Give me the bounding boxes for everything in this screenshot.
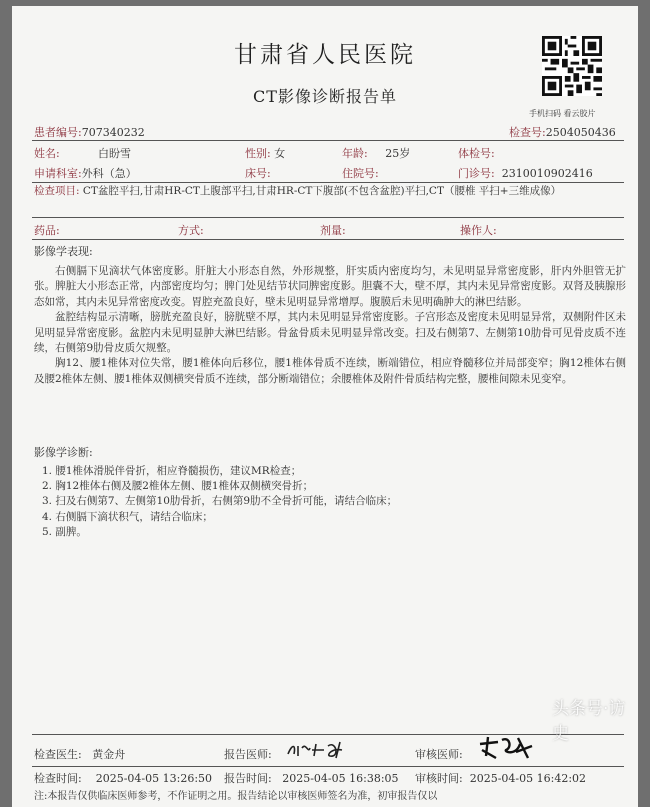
findings-title: 影像学表现: (34, 245, 93, 258)
exam-time: 检查时间: 2025-04-05 13:26:50 (34, 772, 213, 785)
field-dose: 剂量: (320, 224, 346, 237)
findings-paragraph: 右侧膈下见滴状气体密度影。肝脏大小形态自然，外形规整，肝实质内密度均匀，未见明显异常密度影，肝内外胆管无扩张。脾脏大小形态正常，内部密度均匀；脾门处见结节状同脾密度影。胆囊不大，壁不厚，其内未见异常密度影。双肾及胰腺形态如常，其内未见异常密度改变。胃腔充盈良好，壁未见明显异常增厚。腹膜后未见明确肿大的淋巴结影。 (34, 265, 626, 308)
field-name: 姓名: (34, 147, 60, 160)
field-bed: 床号: (245, 167, 271, 180)
review-time: 审核时间: 2025-04-05 16:42:02 (415, 772, 587, 785)
divider (32, 239, 624, 240)
exam-number: 检查号:2504050436 (509, 126, 616, 139)
report-doctor-signature (284, 736, 356, 762)
divider (32, 217, 624, 218)
divider (32, 182, 624, 183)
review-doctor-label: 审核医师: (415, 748, 463, 761)
field-age: 年龄: 25岁 (342, 147, 411, 160)
findings-body (34, 264, 626, 387)
conclusion-item: 2. 胸12椎体右侧及腰2椎体左侧、腰1椎体双侧横突骨折； (42, 480, 314, 493)
divider (32, 766, 624, 767)
field-operator: 操作人: (460, 224, 497, 237)
findings-paragraph: 胸12、腰1椎体对位失常，腰1椎体向后移位，腰1椎体骨质不连续，断端错位，相应脊髓移位并局部变窄；胸12椎体右侧及腰2椎体左侧、腰1椎体双侧横突骨质不连续，部分断端错位；余腰椎体及附件骨质结构完整，腰椎间隙未见变窄。 (34, 357, 626, 385)
conclusion-item: 3. 扫及右侧第7、左侧第10肋骨折，右侧第9肋不全骨折可能，请结合临床； (42, 495, 398, 508)
exam-doctor: 检查医生: 黄金舟 (34, 748, 126, 761)
conclusion-list (42, 464, 397, 540)
field-dept: 申请科室:外科（急） (34, 167, 137, 180)
field-name-value: 白盼雪 (98, 147, 131, 160)
disclaimer-note: 注:本报告仅供临床医师参考，不作证明之用。报告结论以审核医师签名为准，初审报告仅以 (34, 791, 438, 802)
patient-id: 患者编号:707340232 (34, 126, 145, 139)
conclusion-item: 4. 右侧膈下滴状积气，请结合临床； (42, 510, 213, 523)
field-drug: 药品: (34, 224, 60, 237)
findings-paragraph: 盆腔结构显示清晰，膀胱充盈良好，膀胱壁不厚，其内未见明显异常密度影。子宫形态及密度未见明显异常，双侧附件区未见明显异常密度影。盆腔内未见明显肿大淋巴结影。骨盆骨质未见明显异常改变。扫及右侧第7、左侧第10肋骨可见骨皮质不连续，右侧第9肋骨皮质欠规整。 (34, 311, 626, 355)
report-paper (12, 6, 638, 807)
field-exam-body-no: 体检号: (458, 147, 495, 160)
conclusion-title: 影像学诊断: (34, 446, 93, 459)
report-doctor-label: 报告医师: (224, 748, 272, 761)
exam-items: 检查项目: CT盆腔平扫,甘肃HR-CT上腹部平扫,甘肃HR-CT下腹部(不包含盆腔)平扫,CT（腰椎 平扫+三维成像） (34, 185, 562, 197)
field-method: 方式: (178, 224, 204, 237)
conclusion-item: 5. 副脾。 (42, 525, 87, 538)
review-doctor-signature (476, 734, 536, 762)
divider (32, 140, 624, 141)
conclusion-item: 1. 腰1椎体滑脱伴骨折，相应脊髓损伤，建议MR检查； (42, 465, 302, 477)
field-inpatient: 住院号: (342, 167, 379, 180)
report-time: 报告时间: 2025-04-05 16:38:05 (224, 772, 399, 785)
report-title: CT影像诊断报告单 (253, 87, 397, 106)
watermark: 头条号·访史 (552, 699, 626, 744)
field-gender: 性别: 女 (245, 147, 286, 160)
hospital-name: 甘肃省人民医院 (234, 42, 416, 68)
qr-code-icon[interactable] (542, 36, 602, 96)
field-outpatient: 门诊号: 2310010902416 (458, 167, 593, 180)
qr-caption: 手机扫码 看云胶片 (529, 109, 596, 118)
